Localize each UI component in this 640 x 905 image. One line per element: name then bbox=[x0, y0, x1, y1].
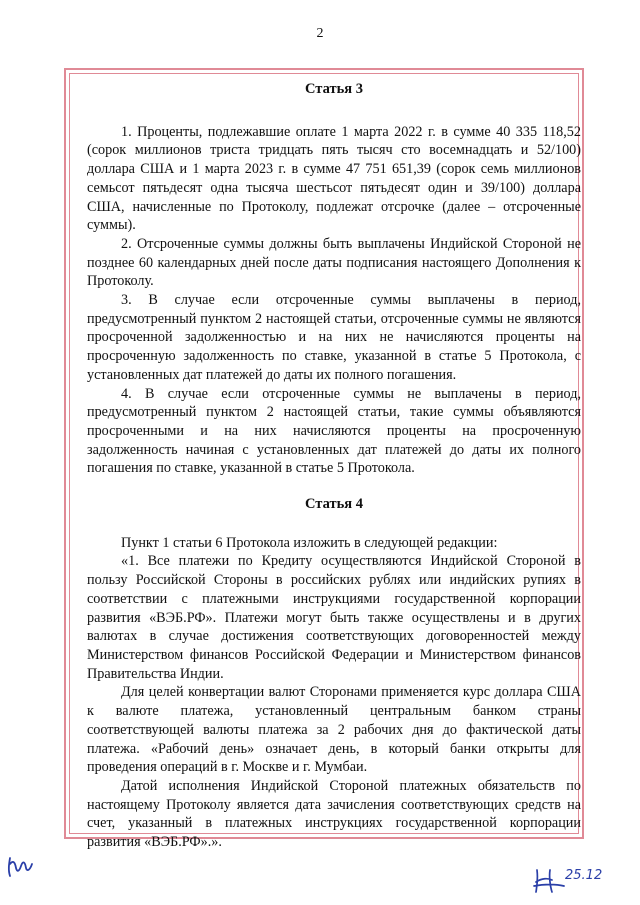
article-3-paragraph-3: 3. В случае если отсроченные суммы выплачены в период, предусмотренный пунктом 2 настоящей статьи, отсроченные суммы не являются просроченной задолженностью и на них не начисляются проценты на просроченную задолженность по ставке, указанной в статье 5 Протокола, с установленных дат платежей до даты их полного погашения. bbox=[87, 292, 581, 383]
article-4-paragraph-1: Пункт 1 статьи 6 Протокола изложить в следующей редакции: bbox=[121, 534, 498, 551]
article-3-paragraph-1: 1. Проценты, подлежавшие оплате 1 марта 2022 г. в сумме 40 335 118,52 (сорок миллионов триста тридцать пять тысяч сто восемнадцать и 52/100) доллара США и 1 марта 2023 г. в сумме 47 751 651,39 (сорок семь миллионов семьсот пятьдесят одна тысяча шестьсот пятьдесят один и 39/100) доллара США, начисленные по Протоколу, подлежат отсрочке (далее – отсроченные суммы). bbox=[87, 123, 581, 234]
handwritten-date-note: 25.12 bbox=[565, 868, 603, 883]
article-3-paragraph-2: 2. Отсроченные суммы должны быть выплачены Индийской Стороной не позднее 60 календарных дней после даты подписания настоящего Дополнения к Протоколу. bbox=[87, 235, 581, 290]
right-initials-signature bbox=[532, 864, 568, 896]
left-initials-signature bbox=[4, 850, 38, 882]
document-body bbox=[87, 80, 581, 852]
article-4-paragraph-2: «1. Все платежи по Кредиту осуществляются Индийской Стороной в пользу Российской Стороны в российских рублях или индийских рупиях в соответствии с платежными инструкциями государственной корпорации развития «ВЭБ.РФ». Платежи могут быть также осуществлены и в других валютах в случае достижения соответствующих договоренностей между Министерством финансов Российской Федерации и Министерством финансов Правительства Индии. bbox=[87, 553, 581, 682]
page-number: 2 bbox=[316, 26, 324, 41]
article-4-title: Статья 4 bbox=[305, 496, 363, 513]
article-4-paragraph-3: Для целей конвертации валют Сторонами применяется курс доллара США к валюте платежа, установленный центральным банком страны соответствующей валюты платежа за 2 рабочих дня до фактической даты платежа. «Рабочий день» означает день, в который банки открыты для проведения операций в г. Москве и г. Мумбаи. bbox=[87, 684, 581, 776]
article-3-paragraph-4: 4. В случае если отсроченные суммы не выплачены в период, предусмотренный пунктом 2 настоящей статьи, такие суммы объявляются просроченными и на них начисляются проценты на просроченную задолженность начиная с установленных дат платежей до даты их полного погашения по ставке, указанной в статье 5 Протокола. bbox=[87, 385, 581, 477]
article-3-title: Статья 3 bbox=[305, 81, 363, 97]
article-4-paragraph-4: Датой исполнения Индийской Стороной платежных обязательств по настоящему Протоколу является дата зачисления соответствующих средств на счет, указанный в платежных инструкциях государственной корпорации развития «ВЭБ.РФ».». bbox=[87, 777, 581, 851]
